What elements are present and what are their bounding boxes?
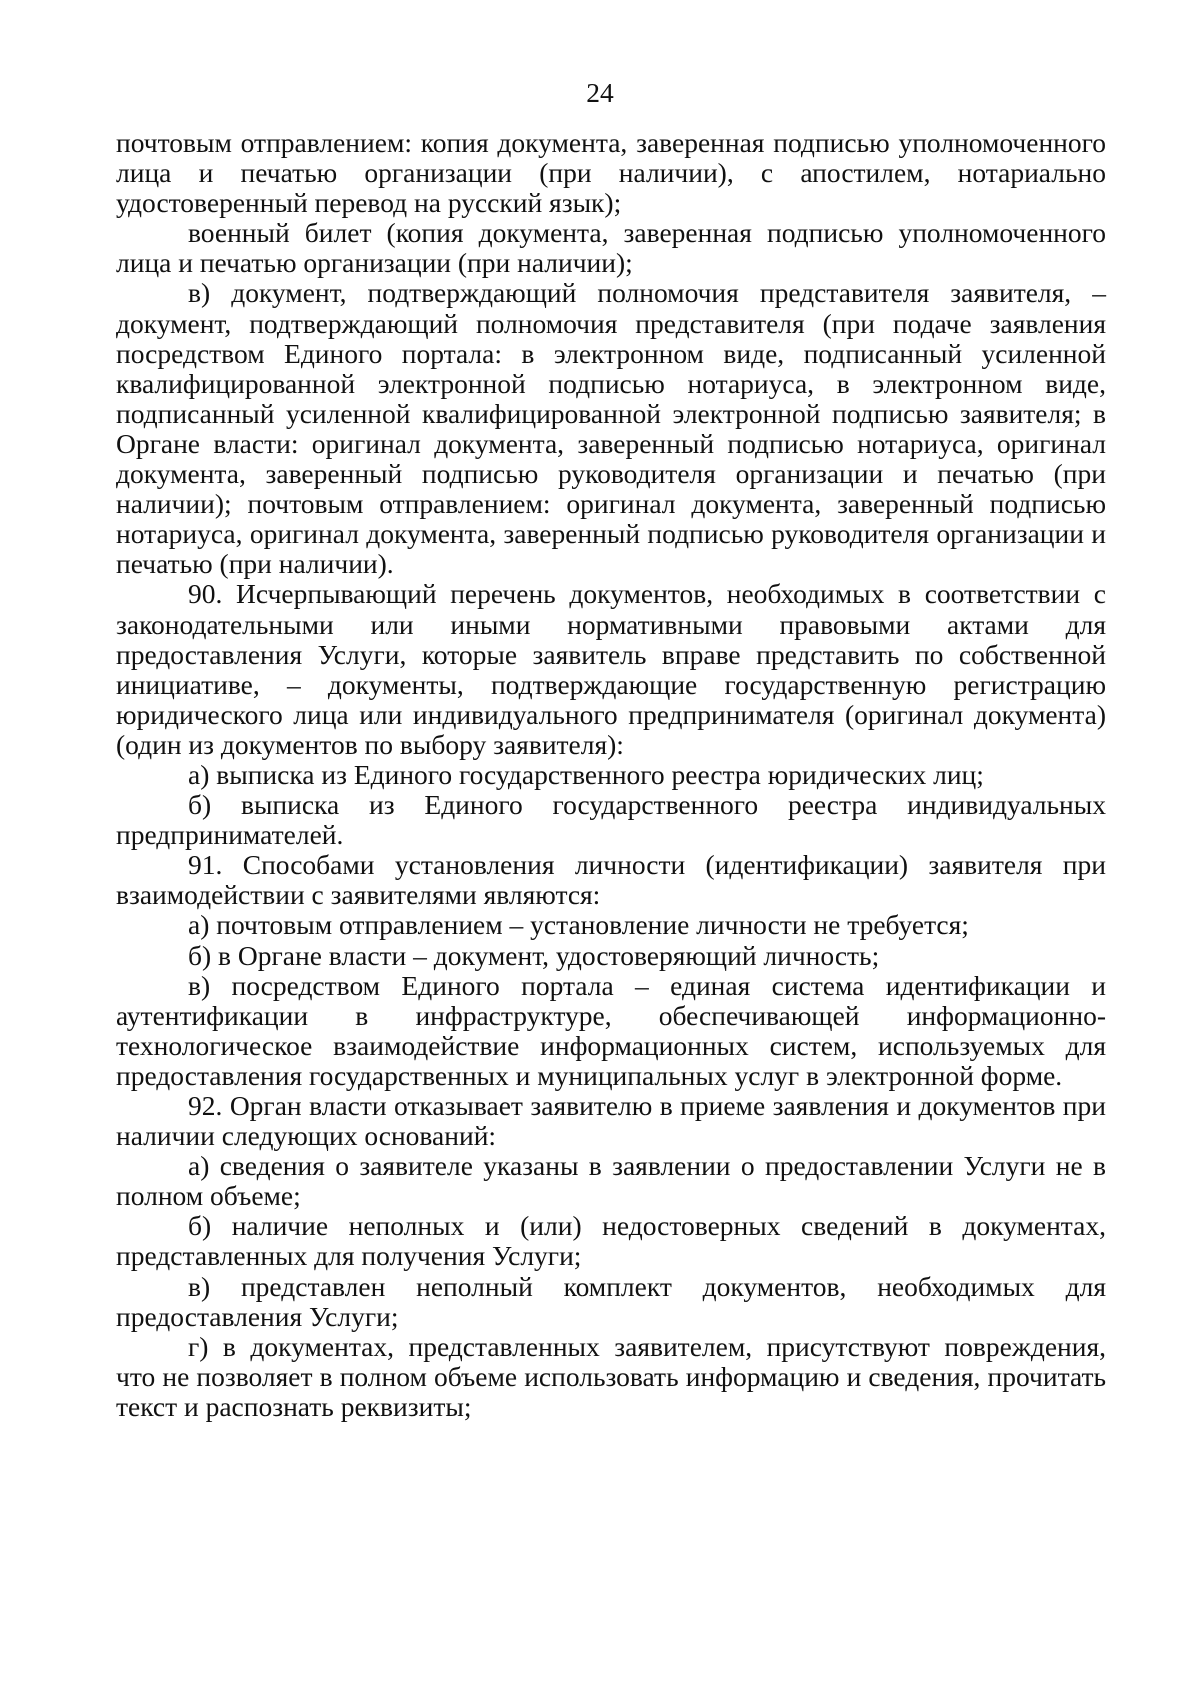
paragraph-91-b: б) в Органе власти – документ, удостоверяющий личность; — [188, 939, 880, 971]
page-number: 24 — [586, 77, 614, 108]
paragraph-92-b: б) наличие неполных и (или) недостоверных сведений в документах, представленных для получения Услуги; — [116, 1210, 1106, 1272]
paragraph-continuation: почтовым отправлением: копия документа, заверенная подписью уполномоченного лица и печатью организации (при наличии), с апостилем, нотариально удостоверенный перевод на русский язык); — [116, 127, 1106, 219]
paragraph-90-a: а) выписка из Единого государственного реестра юридических лиц; — [188, 758, 984, 790]
paragraph-92-a: а) сведения о заявителе указаны в заявлении о предоставлении Услуги не в полном объеме; — [116, 1150, 1106, 1212]
paragraph-92-c: в) представлен неполный комплект документов, необходимых для предоставления Услуги; — [116, 1270, 1106, 1332]
paragraph-92-d: г) в документах, представленных заявителем, присутствуют повреждения, что не позволяет в полном объеме использовать информацию и сведения, прочитать текст и распознать реквизиты; — [116, 1330, 1106, 1422]
paragraph-91-c: в) посредством Единого портала – единая система идентификации и аутентификации в инфраструктуре, обеспечивающей информационно-технологическое взаимодействие информационных систем, используемых для предоставления государственных и муниципальных услуг в электронной форме. — [116, 969, 1106, 1091]
paragraph-91-a: а) почтовым отправлением – установление личности не требуется; — [188, 909, 969, 941]
document-body — [116, 128, 1106, 1422]
paragraph-92: 92. Орган власти отказывает заявителю в приеме заявления и документов при наличии следующих оснований: — [116, 1090, 1106, 1152]
paragraph-90: 90. Исчерпывающий перечень документов, необходимых в соответствии с законодательными или иными нормативными правовыми актами для предоставления Услуги, которые заявитель вправе представить по собственной инициативе, – документы, подтверждающие государственную регистрацию юридического лица или индивидуального предпринимателя (оригинал документа) (один из документов по выбору заявителя): — [116, 578, 1106, 760]
paragraph-90-b: б) выписка из Единого государственного реестра индивидуальных предпринимателей. — [116, 789, 1106, 851]
paragraph-military-id: военный билет (копия документа, заверенная подписью уполномоченного лица и печатью организации (при наличии); — [116, 217, 1106, 279]
paragraph-representative-authority: в) документ, подтверждающий полномочия представителя заявителя, – документ, подтверждающий полномочия представителя (при подаче заявления посредством Единого портала: в электронном виде, подписанный усиленной квалифицированной электронной подписью нотариуса, в электронном виде, подписанный усиленной квалифицированной электронной подписью заявителя; в Органе власти: оригинал документа, заверенный подписью нотариуса, оригинал документа, заверенный подписью руководителя организации и печатью (при наличии); почтовым отправлением: оригинал документа, заверенный подписью нотариуса, оригинал документа, заверенный подписью руководителя организации и печатью (при наличии). — [116, 277, 1106, 580]
paragraph-91: 91. Способами установления личности (идентификации) заявителя при взаимодействии с заявителями являются: — [116, 849, 1106, 911]
